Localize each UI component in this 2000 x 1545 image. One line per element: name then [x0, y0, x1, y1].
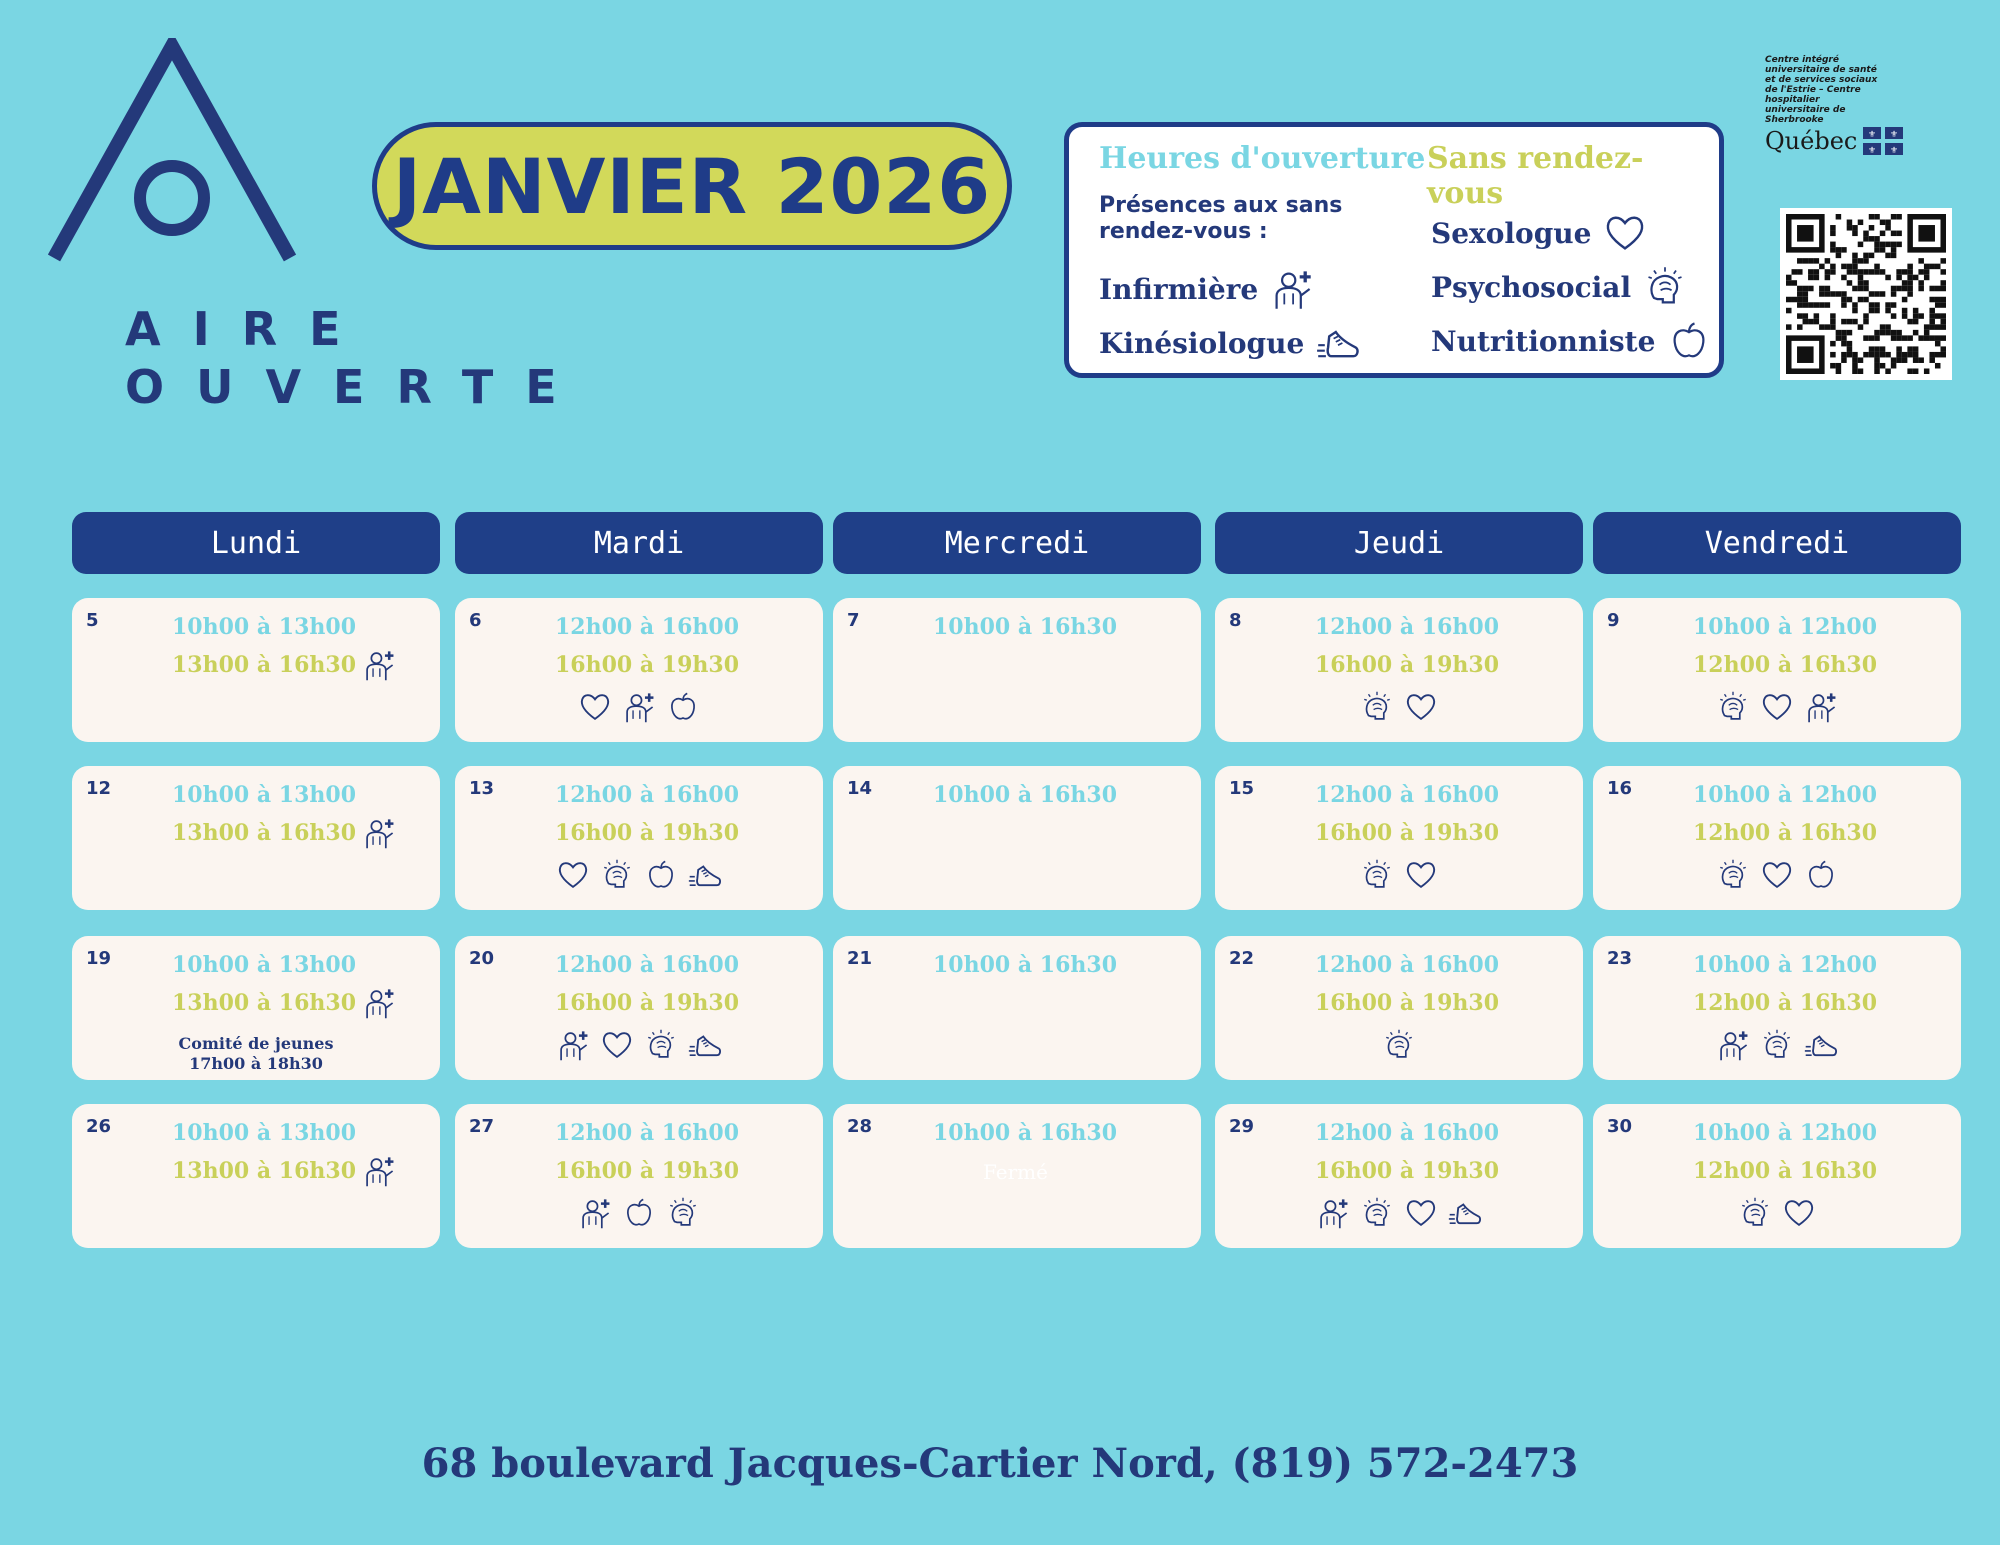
brain-icon: [1360, 858, 1394, 892]
hours-slot-2: 16h00 à 19h30: [1315, 1158, 1500, 1184]
day-number: 15: [1229, 778, 1255, 799]
day-cell-13[interactable]: [455, 766, 823, 910]
quebec-flag-icon: [1863, 127, 1903, 155]
day-number: 20: [469, 948, 495, 969]
nurse-icon: [1716, 1028, 1750, 1062]
hours-slot-2: 16h00 à 19h30: [555, 652, 740, 678]
legend-item-sexologue: [1431, 211, 1647, 255]
hours-slot-2: 16h00 à 19h30: [1315, 652, 1500, 678]
hours-slot-1: 10h00 à 13h00: [172, 952, 357, 978]
heart-icon: [1782, 1196, 1816, 1230]
apple-icon: [622, 1196, 656, 1230]
nurse-icon: [1270, 267, 1314, 311]
apple-icon: [1667, 319, 1711, 363]
apple-icon: [1804, 858, 1838, 892]
day-cell-20[interactable]: [455, 936, 823, 1080]
heart-icon: [1760, 858, 1794, 892]
svg-text:⚜: ⚜: [1890, 146, 1899, 155]
service-icons: [1593, 858, 1961, 892]
address-footer: 68 boulevard Jacques-Cartier Nord, (819) 572-2473: [421, 1440, 1579, 1487]
day-cell-15[interactable]: [1215, 766, 1583, 910]
ciusss-org-name: Centre intégré universitaire de santé et de services sociaux de l'Estrie – Centre hospitalier universitaire de Sherbrooke: [1765, 55, 1878, 125]
closed-note: Fermé: [983, 1160, 1048, 1184]
service-icons: [455, 1196, 823, 1230]
service-icons: [362, 816, 396, 850]
legend-heading-walkin: Sans rendez-vous: [1427, 141, 1644, 211]
day-cell-29[interactable]: [1215, 1104, 1583, 1248]
service-icons: [1593, 690, 1961, 724]
day-cell-12[interactable]: [72, 766, 440, 910]
hours-slot-2: 13h00 à 16h30: [172, 652, 357, 678]
hours-slot-1: 12h00 à 16h00: [1315, 782, 1500, 808]
day-cell-16[interactable]: [1593, 766, 1961, 910]
hours-slot-2: 16h00 à 19h30: [555, 990, 740, 1016]
brain-icon: [1382, 1028, 1416, 1062]
running-shoe-icon: [688, 1028, 722, 1062]
hours-slot-1: 12h00 à 16h00: [555, 782, 740, 808]
hours-slot-1: 10h00 à 12h00: [1693, 782, 1878, 808]
hours-slot-2: 16h00 à 19h30: [555, 1158, 740, 1184]
heart-icon: [556, 858, 590, 892]
svg-text:⚜: ⚜: [1868, 146, 1877, 155]
nurse-icon: [362, 1154, 396, 1188]
legend-item-psychosocial: [1431, 265, 1687, 309]
day-number: 22: [1229, 948, 1255, 969]
legend-label-kinesiologue: Kinésiologue: [1099, 326, 1305, 360]
hours-slot-1: 12h00 à 16h00: [555, 614, 740, 640]
hours-slot-2: 12h00 à 16h30: [1693, 652, 1878, 678]
heart-icon: [1404, 858, 1438, 892]
legend-heading-hours: Heures d'ouverture: [1099, 141, 1426, 176]
hours-slot-1: 10h00 à 13h00: [172, 782, 357, 808]
apple-icon: [666, 690, 700, 724]
hours-slot-1: 10h00 à 12h00: [1693, 952, 1878, 978]
heart-icon: [1760, 690, 1794, 724]
hours-slot-1: 10h00 à 16h30: [933, 782, 1118, 808]
hours-slot-2: 12h00 à 16h30: [1693, 990, 1878, 1016]
service-icons: [455, 690, 823, 724]
hours-slot-2: 13h00 à 16h30: [172, 1158, 357, 1184]
nurse-icon: [622, 690, 656, 724]
service-icons: [1593, 1196, 1961, 1230]
brain-icon: [1716, 858, 1750, 892]
service-icons: [1215, 690, 1583, 724]
event-time: 17h00 à 18h30: [189, 1054, 323, 1073]
service-icons: [1593, 1028, 1961, 1062]
heart-icon: [1404, 1196, 1438, 1230]
day-number: 30: [1607, 1116, 1633, 1137]
brain-icon: [1643, 265, 1687, 309]
day-number: 9: [1607, 610, 1620, 631]
service-icons: [455, 858, 823, 892]
service-icons: [1215, 1196, 1583, 1230]
day-header-4: Vendredi: [1593, 512, 1961, 574]
legend-label-sexologue: Sexologue: [1431, 216, 1592, 250]
day-cell-27[interactable]: [455, 1104, 823, 1248]
svg-text:⚜: ⚜: [1868, 130, 1877, 140]
nurse-icon: [362, 648, 396, 682]
heart-icon: [1404, 690, 1438, 724]
day-number: 28: [847, 1116, 873, 1137]
service-icons: [1215, 858, 1583, 892]
apple-icon: [644, 858, 678, 892]
event-note: [72, 1034, 440, 1074]
service-icons: [362, 986, 396, 1020]
day-number: 21: [847, 948, 873, 969]
hours-slot-1: 10h00 à 16h30: [933, 1120, 1118, 1146]
hours-slot-1: 10h00 à 13h00: [172, 614, 357, 640]
legend-item-infirmiere: [1099, 267, 1314, 311]
day-cell-19[interactable]: [72, 936, 440, 1080]
day-header-3: Jeudi: [1215, 512, 1583, 574]
day-number: 14: [847, 778, 873, 799]
heart-icon: [1603, 211, 1647, 255]
day-number: 13: [469, 778, 495, 799]
brain-icon: [1716, 690, 1750, 724]
day-cell-7[interactable]: [833, 598, 1201, 742]
legend-label-infirmiere: Infirmière: [1099, 272, 1259, 306]
day-number: 19: [86, 948, 112, 969]
legend-label-nutritionniste: Nutritionniste: [1431, 324, 1656, 358]
day-number: 26: [86, 1116, 112, 1137]
service-icons: [455, 1028, 823, 1062]
day-cell-5[interactable]: [72, 598, 440, 742]
day-number: 8: [1229, 610, 1242, 631]
hours-slot-1: 12h00 à 16h00: [1315, 1120, 1500, 1146]
brain-icon: [666, 1196, 700, 1230]
day-cell-8[interactable]: [1215, 598, 1583, 742]
day-header-1: Mardi: [455, 512, 823, 574]
day-number: 6: [469, 610, 482, 631]
nurse-icon: [556, 1028, 590, 1062]
day-cell-22[interactable]: [1215, 936, 1583, 1080]
running-shoe-icon: [1448, 1196, 1482, 1230]
hours-slot-2: 16h00 à 19h30: [1315, 820, 1500, 846]
service-icons: [362, 1154, 396, 1188]
svg-text:⚜: ⚜: [1890, 130, 1899, 140]
nurse-icon: [362, 816, 396, 850]
quebec-logo: [1765, 55, 1945, 155]
day-cell-23[interactable]: [1593, 936, 1961, 1080]
service-icons: [1215, 1028, 1583, 1062]
day-cell-14[interactable]: [833, 766, 1201, 910]
heart-icon: [600, 1028, 634, 1062]
hours-slot-2: 13h00 à 16h30: [172, 820, 357, 846]
legend-box: [1064, 122, 1724, 378]
nurse-icon: [1804, 690, 1838, 724]
month-title: JANVIER 2026: [392, 141, 992, 231]
running-shoe-icon: [1804, 1028, 1838, 1062]
day-header-2: Mercredi: [833, 512, 1201, 574]
quebec-wordmark: [1765, 127, 1945, 155]
day-cell-6[interactable]: [455, 598, 823, 742]
hours-slot-1: 12h00 à 16h00: [555, 1120, 740, 1146]
qr-code-icon[interactable]: [1780, 208, 1952, 380]
logo-line-1: AIRE: [125, 302, 373, 356]
day-number: 16: [1607, 778, 1633, 799]
logo-line-2: OUVERTE: [125, 360, 589, 414]
hours-slot-1: 12h00 à 16h00: [1315, 952, 1500, 978]
brain-icon: [1760, 1028, 1794, 1062]
hours-slot-1: 10h00 à 16h30: [933, 952, 1118, 978]
hours-slot-2: 16h00 à 19h30: [1315, 990, 1500, 1016]
legend-item-kinesiologue: [1099, 321, 1360, 365]
brain-icon: [1360, 1196, 1394, 1230]
day-number: 12: [86, 778, 112, 799]
hours-slot-1: 12h00 à 16h00: [555, 952, 740, 978]
hours-slot-2: 16h00 à 19h30: [555, 820, 740, 846]
day-number: 29: [1229, 1116, 1255, 1137]
hours-slot-2: 13h00 à 16h30: [172, 990, 357, 1016]
brain-icon: [600, 858, 634, 892]
hours-slot-1: 10h00 à 16h30: [933, 614, 1118, 640]
day-cell-26[interactable]: [72, 1104, 440, 1248]
month-title-pill: [372, 122, 1012, 250]
legend-label-psychosocial: Psychosocial: [1431, 270, 1632, 304]
hours-slot-1: 10h00 à 13h00: [172, 1120, 357, 1146]
day-number: 7: [847, 610, 860, 631]
day-cell-9[interactable]: [1593, 598, 1961, 742]
running-shoe-icon: [688, 858, 722, 892]
hours-slot-1: 10h00 à 12h00: [1693, 614, 1878, 640]
nurse-icon: [578, 1196, 612, 1230]
legend-presences: Présences aux sans rendez-vous :: [1099, 193, 1343, 244]
logo-text: [125, 300, 589, 416]
event-title: Comité de jeunes: [178, 1034, 334, 1053]
hours-slot-2: 12h00 à 16h30: [1693, 1158, 1878, 1184]
aire-ouverte-logo-icon: [48, 38, 298, 268]
service-icons: [362, 648, 396, 682]
nurse-icon: [362, 986, 396, 1020]
day-number: 27: [469, 1116, 495, 1137]
day-number: 5: [86, 610, 99, 631]
hours-slot-1: 10h00 à 12h00: [1693, 1120, 1878, 1146]
quebec-name: Québec: [1765, 127, 1858, 155]
brain-icon: [1738, 1196, 1772, 1230]
brain-icon: [644, 1028, 678, 1062]
hours-slot-1: 12h00 à 16h00: [1315, 614, 1500, 640]
heart-icon: [578, 690, 612, 724]
running-shoe-icon: [1316, 321, 1360, 365]
brain-icon: [1360, 690, 1394, 724]
day-header-0: Lundi: [72, 512, 440, 574]
legend-item-nutritionniste: [1431, 319, 1711, 363]
day-number: 23: [1607, 948, 1633, 969]
nurse-icon: [1316, 1196, 1350, 1230]
hours-slot-2: 12h00 à 16h30: [1693, 820, 1878, 846]
day-cell-21[interactable]: [833, 936, 1201, 1080]
day-cell-30[interactable]: [1593, 1104, 1961, 1248]
day-cell-28[interactable]: [833, 1104, 1201, 1248]
